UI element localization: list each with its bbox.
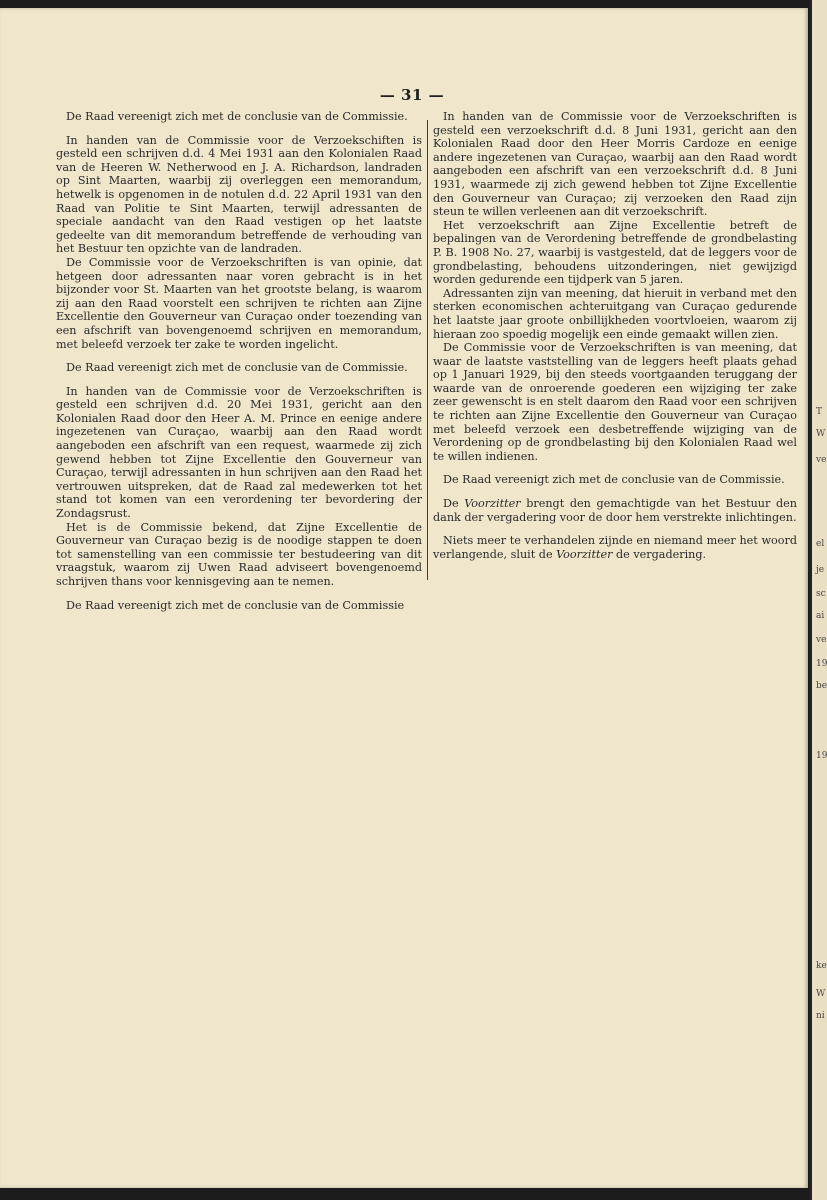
edge-text-fragment: be [816,681,827,691]
edge-text-fragment: 19 [816,751,827,761]
voorzitter-italic: Voorzitter [464,497,521,511]
left-column [56,110,422,612]
edge-text-fragment: ai [816,611,825,621]
edge-text-fragment: 19 [816,659,827,669]
edge-text-fragment: ve [816,455,827,465]
edge-text-fragment: je [816,565,825,575]
paragraph: In handen van de Commissie voor de Verzoekschriften is gesteld een verzoekschrift d.d. 8 Juni 1931, gericht aan den Kolonialen Raad door den Heer Morris Cardoze en eenige andere ingezetenen van Curaçao, waarbij aan den Raad wordt aangeboden een afschrift van een verzoekschrift d.d. 8 Juni 1931, waarmede zij zich gewend hebben tot Zijne Excellentie den Gouverneur van Curaçao; zij verzoeken den Raad zijn steun te willen verleenen aan dit verzoekschrift. [433,110,797,219]
column-divider [427,120,428,580]
voorzitter-italic: Voorzitter [556,547,613,561]
edge-text-fragment: ke [816,961,827,971]
edge-text-fragment: W [816,989,826,999]
paragraph: De Raad vereenigt zich met de conclusie van de Commissie. [66,361,408,375]
page-number: — 31 — [379,86,445,104]
paragraph [433,497,797,524]
adjacent-page-edge [809,0,827,1200]
paragraph: Het verzoekschrift aan Zijne Excellentie betreft de bepalingen van de Verordening betreffende de grondbelasting P. B. 1908 No. 27, waarbij is vastgesteld, dat de leggers voor de grondbelasting, behoudens uitzonderingen, niet gewijzigd worden gedurende een tijdperk van 5 jaren. [433,218,797,287]
edge-text-fragment: ni [816,1011,825,1021]
paragraph: De Commissie voor de Verzoekschriften is van meening, dat waar de laatste vaststelling van de leggers heeft plaats gehad op 1 Januari 1929, bij den steeds voortgaanden teruggang der waarde van de onroerende goederen een wijziging ter zake zeer gewenscht is en stelt daarom den Raad voor een schrijven te richten aan Zijne Excellentie den Gouverneur van Curaçao met beleefd verzoek een desbetreffende wijziging van de Verordening op de grondbelasting bij den Kolonialen Raad wel te willen indienen. [433,341,797,463]
right-column [433,110,797,561]
paragraph-text: brengt den gemachtigde van het Bestuur den dank der vergadering voor de door hem verstrekte inlichtingen. [433,497,797,524]
paragraph: In handen van de Commissie voor de Verzoekschiften is gesteld een schrijven d.d. 4 Mei 1931 aan den Kolonialen Raad van de Heeren W. Netherwood en J. A. Richardson, landraden op Sint Maarten, waarbij zij overleggen een memorandum, hetwelk is opgenomen in de notulen d.d. 22 April 1931 van den Raad van Politie te Sint Maarten, terwijl adressanten de speciale aandacht van den Raad vestigen op het laatste gedeelte van dit memorandum betreffende de verhouding van het Bestuur ten opzichte van de landraden. [56,133,422,256]
paragraph: De Raad vereenigt zich met de conclusie van de Commissie. [66,110,408,123]
edge-text-fragment: ve [816,635,827,645]
paragraph: In handen van de Commissie voor de Verzoekschriften is gesteld een schrijven d.d. 20 Mei 1931, gericht aan den Kolonialen Raad door den Heer A. M. Prince en eenige andere ingezetenen van Curaçao, waarbij aan den Raad wordt aangeboden een afschrift van een request, waarmede zij zich gewend hebben tot Zijne Excellentie den Gouverneur van Curaçao, terwijl adressanten in hun schrijven aan den Raad het vertrouwen uitspreken, dat de Raad zal medewerken tot het stand tot komen van een verordening ter bevordering der Zondagsrust. [56,384,422,521]
edge-text-fragment: W [816,429,826,439]
edge-text-fragment: T [816,407,823,417]
paragraph: De Raad vereenigt zich met de conclusie van de Commissie [66,598,405,612]
paragraph-text: De [443,497,465,511]
paragraph: De Raad vereenigt zich met de conclusie van de Commissie. [443,473,785,487]
edge-text-fragment: sc [816,589,826,599]
edge-text-fragment: el [816,539,825,549]
paragraph-text: de vergadering. [612,547,707,561]
paragraph [433,534,797,561]
paragraph: Adressanten zijn van meening, dat hieruit in verband met den sterken economischen achteruitgang van Curaçao gedurende het laatste jaar groote onbillijkheden voortvloeien, waarom zij hieraan zoo spoedig mogelijk een einde gemaakt willen zien. [433,286,797,341]
paragraph: De Commissie voor de Verzoekschriften is van opinie, dat hetgeen door adressanten naar voren gebracht is in het bijzonder voor St. Maarten van het grootste belang, is waarom zij aan den Raad voorstelt een schrijven te richten aan Zijne Excellentie den Gouverneur van Curaçao onder toezending van een afschrift van bovengenoemd schrijven en memorandum, met beleefd verzoek ter zake te worden ingelicht. [56,255,422,351]
paragraph: Het is de Commissie bekend, dat Zijne Excellentie de Gouverneur van Curaçao bezig is de noodige stappen te doen tot samenstelling van een commissie ter bestudeering van dit vraagstuk, waarom zij Uwen Raad adviseert bovengenoemd schrijven thans voor kennisgeving aan te nemen. [56,520,422,588]
paragraph-text: Niets meer te verhandelen zijnde en niemand meer het woord verlangende, sluit de [433,534,797,561]
